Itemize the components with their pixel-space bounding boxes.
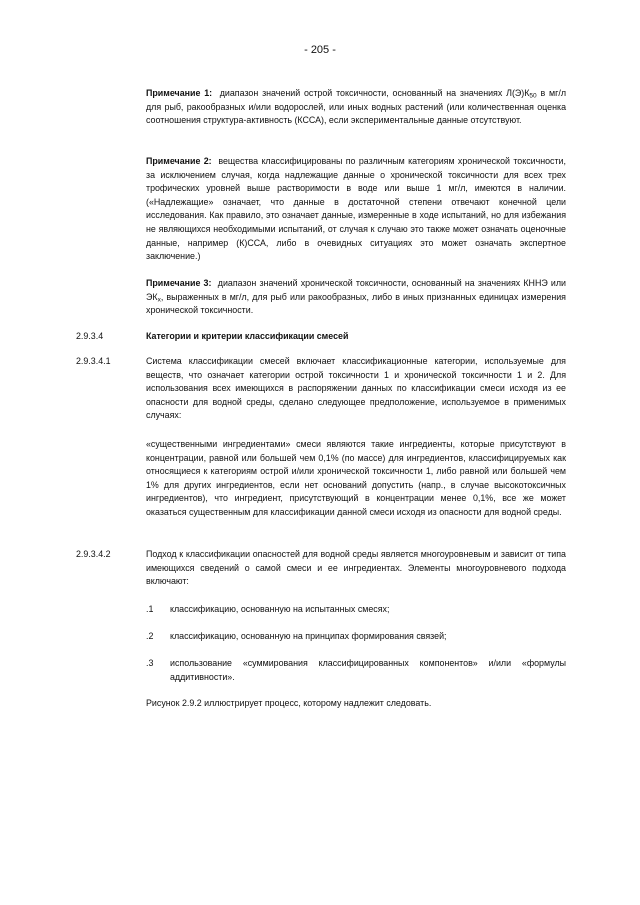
list-item-text: классификацию, основанную на испытанных смесях;: [170, 604, 390, 614]
para-1-text-1: [146, 355, 566, 423]
closing-sentence: [146, 697, 566, 711]
note-2: [146, 155, 566, 264]
note-3: [146, 277, 566, 318]
note-1-text-post: в мг/л для рыб, ракообразных и/или водорослей, или иных водных растений (или количественная оценка соотношения структура-активность (КССА), если экспериментальные данные отсутствуют.: [146, 88, 566, 126]
note-1-sub: 50: [529, 92, 537, 100]
para-2-number: 2.9.3.4.2: [76, 549, 111, 559]
note-2-label: Примечание 2:: [146, 156, 212, 166]
list-item-text: классификацию, основанную на принципах формирования связей;: [170, 631, 447, 641]
para-1-text-2: [146, 438, 566, 520]
note-1-text-pre: диапазон значений острой токсичности, основанный на значениях Л(Э)К: [219, 88, 530, 98]
para-2-paragraph: Подход к классификации опасностей для водной среды является многоуровневым и зависит от типа имеющихся сведений о самой смеси и ее ингредиентах. Элементы многоуровневого подхода включают:: [146, 549, 566, 587]
note-1-label: Примечание 1:: [146, 88, 213, 98]
note-3-sub: x: [157, 296, 161, 304]
note-3-label: Примечание 3:: [146, 278, 212, 288]
list-item-number: .3: [146, 658, 154, 668]
note-3-text-pre: диапазон значений хронической токсичности, основанный на значениях КННЭ или ЭК: [146, 278, 566, 302]
note-3-text-post: , выраженных в мг/л, для рыб или ракообразных, либо в иных признанных единицах измерения хронической токсичности.: [146, 291, 566, 316]
note-1: [146, 87, 566, 128]
para-1-paragraph-1: Система классификации смесей включает классификационные категории, используемые для веществ, что означает категории острой токсичности 1 и хронической токсичности 1 и 2. Для использования всех имеющихся в распоряжении данных по классификации смеси исходя из ее опасности для водной среды, сделано следующее предположение, используемое в применимых случаях:: [146, 356, 566, 421]
list-item-number: .2: [146, 631, 154, 641]
section-number: 2.9.3.4: [76, 331, 104, 341]
list-item-text: использование «суммирования классифицированных компонентов» и/или «формулы аддитивности».: [170, 658, 566, 682]
closing-text: Рисунок 2.9.2 иллюстрирует процесс, которому надлежит следовать.: [146, 698, 432, 708]
para-1-paragraph-2: «существенными ингредиентами» смеси являются такие ингредиенты, которые присутствуют в концентрации, равной или большей чем 0,1% (по массе) для ингредиентов, классифицируемых как относящиеся к категориям острой и/или хронической токсичности 1, либо равной или большей чем 1% для других ингредиентов, если нет оснований допустить (напр., в случае высокотоксичных ингредиентов), что ингредиент, присутствующий в концентрации менее 0,1%, все же может оказаться существенным для классификации данной смеси исходя из опасности для водной среды.: [146, 439, 566, 517]
note-2-text: вещества классифицированы по различным категориям хронической токсичности, за исключением случая, когда надлежащие данные о хронической токсичности для всех трех трофических уровней выше растворимости в воде или выше 1 мг/л, имеются в наличии. («Надлежащие» означает, что данные в достаточной степени отвечают конечной цели исследования. Как правило, это означает данные, измеренные в ходе испытаний, но для избежания не являющихся необходимыми испытаний, от случая к случаю это также может означать оценочные данные, например (К)ССА, либо в очевидных ситуациях это может означать экспертное заключение.): [146, 156, 566, 262]
para-2-text: [146, 548, 566, 589]
section-title: Категории и критерии классификации смесей: [146, 331, 349, 341]
page-number: - 205 -: [304, 44, 336, 56]
para-1-number: 2.9.3.4.1: [76, 356, 111, 366]
list-item-number: .1: [146, 604, 154, 614]
